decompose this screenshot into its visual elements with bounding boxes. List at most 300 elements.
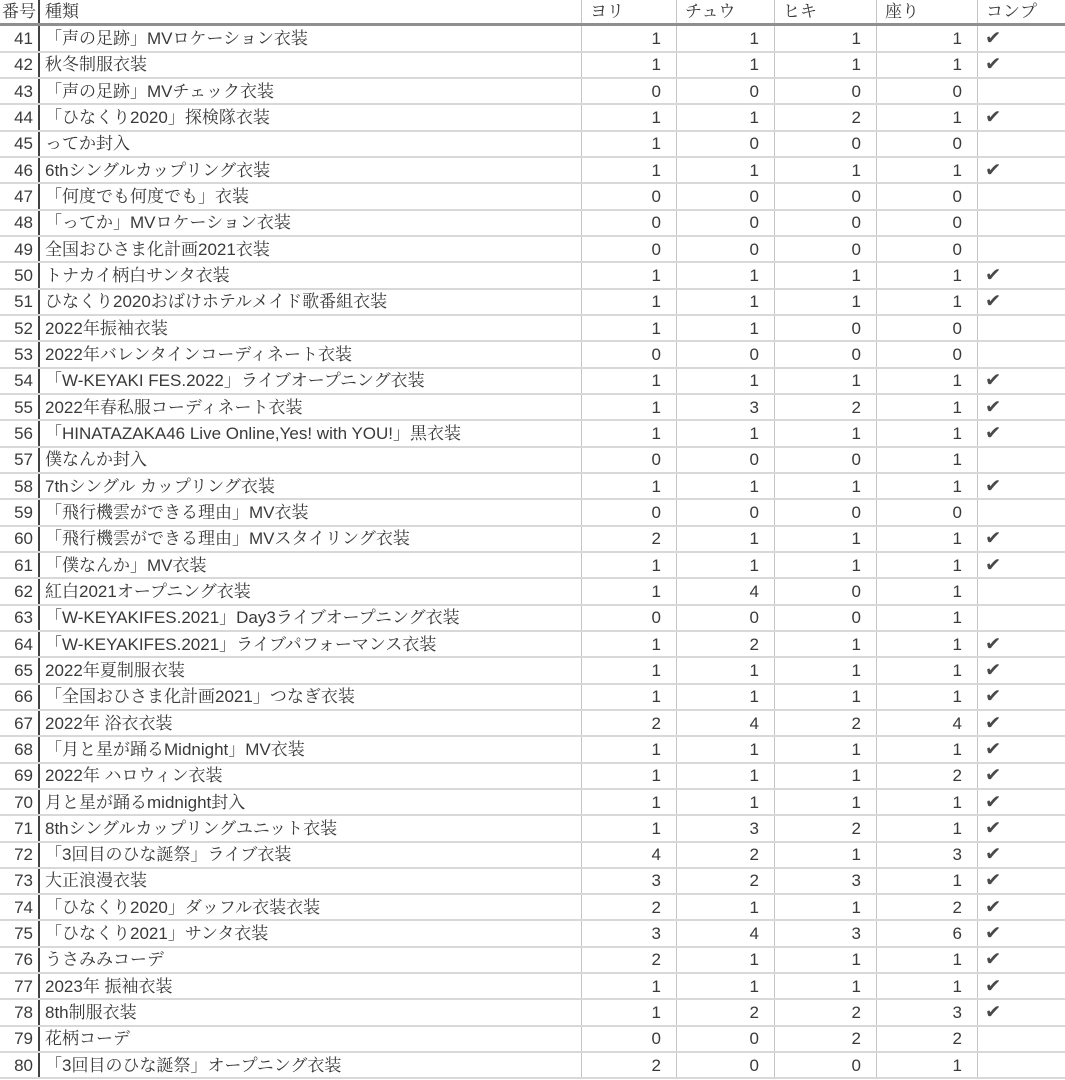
cell-chuu[interactable]: 1	[677, 895, 775, 919]
cell-hiki[interactable]: 2	[775, 105, 877, 129]
cell-hiki[interactable]: 1	[775, 632, 877, 656]
cell-hiki[interactable]: 1	[775, 553, 877, 577]
cell-name[interactable]: 2022年夏制服衣装	[40, 658, 582, 682]
cell-comp[interactable]	[978, 263, 1065, 287]
cell-chuu[interactable]: 3	[677, 816, 775, 840]
cell-chuu[interactable]: 1	[677, 553, 775, 577]
cell-chuu[interactable]: 1	[677, 263, 775, 287]
cell-chuu[interactable]: 1	[677, 290, 775, 314]
cell-suwari[interactable]: 1	[877, 158, 978, 182]
cell-comp[interactable]	[978, 237, 1065, 261]
cell-no[interactable]: 70	[0, 790, 40, 814]
cell-yori[interactable]: 3	[582, 921, 677, 945]
cell-no[interactable]: 64	[0, 632, 40, 656]
cell-yori[interactable]: 1	[582, 816, 677, 840]
cell-comp[interactable]	[978, 53, 1065, 77]
cell-hiki[interactable]: 3	[775, 921, 877, 945]
cell-name[interactable]: うさみみコーデ	[40, 948, 582, 972]
cell-no[interactable]: 57	[0, 448, 40, 472]
cell-yori[interactable]: 3	[582, 869, 677, 893]
cell-no[interactable]: 49	[0, 237, 40, 261]
cell-no[interactable]: 43	[0, 79, 40, 103]
cell-name[interactable]: 僕なんか封入	[40, 448, 582, 472]
cell-comp[interactable]	[978, 658, 1065, 682]
cell-no[interactable]: 52	[0, 316, 40, 340]
cell-suwari[interactable]: 0	[877, 237, 978, 261]
cell-comp[interactable]	[978, 632, 1065, 656]
cell-hiki[interactable]: 0	[775, 184, 877, 208]
cell-chuu[interactable]: 2	[677, 1000, 775, 1024]
cell-chuu[interactable]: 0	[677, 500, 775, 524]
cell-name[interactable]: ひなくり2020おばけホテルメイド歌番組衣装	[40, 290, 582, 314]
cell-comp[interactable]	[978, 895, 1065, 919]
cell-comp[interactable]	[978, 1053, 1065, 1077]
cell-yori[interactable]: 0	[582, 237, 677, 261]
cell-yori[interactable]: 2	[582, 711, 677, 735]
cell-chuu[interactable]: 1	[677, 53, 775, 77]
cell-chuu[interactable]: 1	[677, 685, 775, 709]
cell-hiki[interactable]: 1	[775, 764, 877, 788]
cell-yori[interactable]: 1	[582, 764, 677, 788]
cell-no[interactable]: 65	[0, 658, 40, 682]
cell-name[interactable]: 「W-KEYAKIFES.2021」ライブパフォーマンス衣装	[40, 632, 582, 656]
cell-yori[interactable]: 4	[582, 843, 677, 867]
cell-suwari[interactable]: 1	[877, 395, 978, 419]
cell-chuu[interactable]: 3	[677, 395, 775, 419]
cell-comp[interactable]	[978, 1027, 1065, 1051]
cell-name[interactable]: トナカイ柄白サンタ衣装	[40, 263, 582, 287]
cell-comp[interactable]	[978, 316, 1065, 340]
cell-hiki[interactable]: 1	[775, 26, 877, 50]
cell-comp[interactable]	[978, 158, 1065, 182]
cell-yori[interactable]: 0	[582, 184, 677, 208]
table-row	[0, 737, 1065, 763]
cell-name[interactable]: 「ひなくり2020」探検隊衣装	[40, 105, 582, 129]
cell-suwari[interactable]: 1	[877, 737, 978, 761]
cell-comp[interactable]	[978, 132, 1065, 156]
cell-no[interactable]: 46	[0, 158, 40, 182]
cell-no[interactable]: 68	[0, 737, 40, 761]
comp-check-icon: ✔	[984, 396, 1002, 418]
cell-hiki[interactable]: 0	[775, 211, 877, 235]
column-header-hiki[interactable]: ヒキ	[775, 0, 877, 23]
cell-hiki[interactable]: 2	[775, 711, 877, 735]
cell-chuu[interactable]: 1	[677, 474, 775, 498]
cell-yori[interactable]: 2	[582, 948, 677, 972]
cell-hiki[interactable]: 1	[775, 421, 877, 445]
cell-yori[interactable]: 1	[582, 263, 677, 287]
cell-comp[interactable]	[978, 211, 1065, 235]
cell-yori[interactable]: 1	[582, 421, 677, 445]
comp-check-icon: ✔	[984, 843, 1002, 866]
cell-no[interactable]: 61	[0, 553, 40, 577]
cell-yori[interactable]: 0	[582, 342, 677, 366]
cell-name[interactable]: 2023年 振袖衣装	[40, 974, 582, 998]
cell-hiki[interactable]: 0	[775, 500, 877, 524]
cell-comp[interactable]	[978, 184, 1065, 208]
cell-yori[interactable]: 0	[582, 606, 677, 630]
cell-comp[interactable]	[978, 26, 1065, 50]
cell-chuu[interactable]: 4	[677, 711, 775, 735]
cell-yori[interactable]: 1	[582, 290, 677, 314]
cell-name[interactable]: 2022年バレンタインコーディネート衣装	[40, 342, 582, 366]
cell-yori[interactable]: 0	[582, 211, 677, 235]
cell-hiki[interactable]: 0	[775, 237, 877, 261]
cell-chuu[interactable]: 2	[677, 632, 775, 656]
cell-chuu[interactable]: 0	[677, 211, 775, 235]
cell-hiki[interactable]: 1	[775, 895, 877, 919]
cell-name[interactable]: 「飛行機雲ができる理由」MV衣装	[40, 500, 582, 524]
cell-suwari[interactable]: 3	[877, 1000, 978, 1024]
cell-comp[interactable]	[978, 606, 1065, 630]
cell-suwari[interactable]: 2	[877, 764, 978, 788]
cell-comp[interactable]	[978, 737, 1065, 761]
cell-suwari[interactable]: 1	[877, 527, 978, 551]
cell-yori[interactable]: 1	[582, 553, 677, 577]
cell-hiki[interactable]: 1	[775, 737, 877, 761]
cell-suwari[interactable]: 1	[877, 369, 978, 393]
cell-yori[interactable]: 1	[582, 737, 677, 761]
cell-yori[interactable]: 1	[582, 474, 677, 498]
table-row	[0, 1027, 1065, 1053]
cell-yori[interactable]: 1	[582, 369, 677, 393]
cell-name[interactable]: 「3回目のひな誕祭」ライブ衣装	[40, 843, 582, 867]
cell-no[interactable]: 72	[0, 843, 40, 867]
cell-yori[interactable]: 1	[582, 790, 677, 814]
cell-no[interactable]: 42	[0, 53, 40, 77]
cell-suwari[interactable]: 0	[877, 132, 978, 156]
cell-yori[interactable]: 1	[582, 395, 677, 419]
column-header-number[interactable]: 番号	[0, 0, 40, 23]
cell-suwari[interactable]: 1	[877, 263, 978, 287]
cell-no[interactable]: 63	[0, 606, 40, 630]
cell-no[interactable]: 71	[0, 816, 40, 840]
cell-chuu[interactable]: 0	[677, 132, 775, 156]
cell-hiki[interactable]: 1	[775, 53, 877, 77]
cell-chuu[interactable]: 0	[677, 1027, 775, 1051]
cell-chuu[interactable]: 1	[677, 974, 775, 998]
cell-hiki[interactable]: 0	[775, 579, 877, 603]
cell-name[interactable]: 2022年 ハロウィン衣装	[40, 764, 582, 788]
cell-comp[interactable]	[978, 421, 1065, 445]
cell-suwari[interactable]: 2	[877, 1027, 978, 1051]
cell-chuu[interactable]: 1	[677, 369, 775, 393]
table-header-row	[0, 0, 1065, 26]
cell-chuu[interactable]: 4	[677, 921, 775, 945]
cell-suwari[interactable]: 4	[877, 711, 978, 735]
cell-comp[interactable]	[978, 474, 1065, 498]
cell-yori[interactable]: 1	[582, 685, 677, 709]
table-row	[0, 921, 1065, 947]
cell-no[interactable]: 47	[0, 184, 40, 208]
cell-comp[interactable]	[978, 764, 1065, 788]
cell-chuu[interactable]: 0	[677, 79, 775, 103]
cell-yori[interactable]: 0	[582, 1027, 677, 1051]
cell-hiki[interactable]: 1	[775, 527, 877, 551]
cell-no[interactable]: 62	[0, 579, 40, 603]
cell-yori[interactable]: 0	[582, 448, 677, 472]
cell-suwari[interactable]: 1	[877, 474, 978, 498]
cell-name[interactable]: 「W-KEYAKIFES.2021」Day3ライブオープニング衣装	[40, 606, 582, 630]
cell-comp[interactable]	[978, 921, 1065, 945]
cell-hiki[interactable]: 2	[775, 1027, 877, 1051]
cell-hiki[interactable]: 0	[775, 1053, 877, 1077]
cell-no[interactable]: 74	[0, 895, 40, 919]
cell-chuu[interactable]: 1	[677, 948, 775, 972]
cell-name[interactable]: 「飛行機雲ができる理由」MVスタイリング衣装	[40, 527, 582, 551]
cell-suwari[interactable]: 1	[877, 26, 978, 50]
cell-name[interactable]: 「ひなくり2021」サンタ衣装	[40, 921, 582, 945]
column-header-comp[interactable]: コンプ	[986, 2, 1037, 22]
cell-no[interactable]: 56	[0, 421, 40, 445]
cell-no[interactable]: 78	[0, 1000, 40, 1024]
cell-yori[interactable]: 1	[582, 632, 677, 656]
cell-comp[interactable]	[978, 711, 1065, 735]
cell-yori[interactable]: 2	[582, 527, 677, 551]
cell-suwari[interactable]: 1	[877, 448, 978, 472]
cell-yori[interactable]: 1	[582, 658, 677, 682]
cell-chuu[interactable]: 1	[677, 105, 775, 129]
cell-name[interactable]: 「ひなくり2020」ダッフル衣装衣装	[40, 895, 582, 919]
cell-yori[interactable]: 0	[582, 79, 677, 103]
cell-chuu[interactable]: 2	[677, 869, 775, 893]
cell-name[interactable]: 「何度でも何度でも」衣装	[40, 184, 582, 208]
cell-name[interactable]: 「僕なんか」MV衣装	[40, 553, 582, 577]
cell-yori[interactable]: 1	[582, 1000, 677, 1024]
cell-no[interactable]: 66	[0, 685, 40, 709]
cell-suwari[interactable]: 1	[877, 579, 978, 603]
cell-no[interactable]: 41	[0, 26, 40, 50]
cell-suwari[interactable]: 3	[877, 843, 978, 867]
cell-name[interactable]: 全国おひさま化計画2021衣装	[40, 237, 582, 261]
cell-suwari[interactable]: 1	[877, 606, 978, 630]
cell-chuu[interactable]: 4	[677, 579, 775, 603]
cell-suwari[interactable]: 6	[877, 921, 978, 945]
cell-suwari[interactable]: 0	[877, 316, 978, 340]
cell-chuu[interactable]: 1	[677, 790, 775, 814]
table-row	[0, 132, 1065, 158]
cell-suwari[interactable]: 2	[877, 895, 978, 919]
cell-yori[interactable]: 1	[582, 26, 677, 50]
cell-hiki[interactable]: 1	[775, 658, 877, 682]
cell-no[interactable]: 77	[0, 974, 40, 998]
cell-yori[interactable]: 1	[582, 316, 677, 340]
cell-hiki[interactable]: 1	[775, 369, 877, 393]
cell-suwari[interactable]: 1	[877, 948, 978, 972]
cell-name[interactable]: 2022年春私服コーディネート衣装	[40, 395, 582, 419]
cell-yori[interactable]: 1	[582, 132, 677, 156]
cell-name[interactable]: 秋冬制服衣装	[40, 53, 582, 77]
cell-chuu[interactable]: 0	[677, 342, 775, 366]
cell-no[interactable]: 73	[0, 869, 40, 893]
cell-chuu[interactable]: 1	[677, 737, 775, 761]
cell-comp[interactable]	[978, 500, 1065, 524]
cell-yori[interactable]: 0	[582, 500, 677, 524]
cell-comp[interactable]	[978, 685, 1065, 709]
cell-no[interactable]: 48	[0, 211, 40, 235]
cell-hiki[interactable]: 0	[775, 448, 877, 472]
cell-suwari[interactable]: 1	[877, 53, 978, 77]
cell-comp[interactable]	[978, 105, 1065, 129]
cell-suwari[interactable]: 1	[877, 290, 978, 314]
cell-no[interactable]: 58	[0, 474, 40, 498]
cell-comp[interactable]	[978, 1000, 1065, 1024]
comp-check-icon: ✔	[984, 685, 1002, 708]
cell-no[interactable]: 79	[0, 1027, 40, 1051]
comp-check-icon: ✔	[984, 554, 1002, 576]
cell-yori[interactable]: 1	[582, 53, 677, 77]
cell-no[interactable]: 60	[0, 527, 40, 551]
cell-chuu[interactable]: 0	[677, 606, 775, 630]
cell-suwari[interactable]: 0	[877, 79, 978, 103]
cell-chuu[interactable]: 1	[677, 658, 775, 682]
cell-suwari[interactable]: 1	[877, 685, 978, 709]
table-row	[0, 711, 1065, 737]
cell-suwari[interactable]: 1	[877, 869, 978, 893]
cell-name[interactable]: 月と星が踊るmidnight封入	[40, 790, 582, 814]
cell-suwari[interactable]: 1	[877, 632, 978, 656]
cell-name[interactable]: 「HINATAZAKA46 Live Online,Yes! with YOU!」黒衣装	[40, 421, 582, 445]
cell-suwari[interactable]: 1	[877, 105, 978, 129]
comp-check-icon: ✔	[984, 527, 1002, 550]
cell-hiki[interactable]: 2	[775, 1000, 877, 1024]
cell-suwari[interactable]: 1	[877, 974, 978, 998]
cell-comp[interactable]	[978, 527, 1065, 551]
column-header-suwari[interactable]: 座り	[877, 0, 978, 23]
cell-no[interactable]: 50	[0, 263, 40, 287]
cell-name[interactable]: 7thシングル カップリング衣装	[40, 474, 582, 498]
cell-suwari[interactable]: 0	[877, 342, 978, 366]
cell-name[interactable]: 2022年振袖衣装	[40, 316, 582, 340]
cell-chuu[interactable]: 0	[677, 1053, 775, 1077]
cell-chuu[interactable]: 0	[677, 237, 775, 261]
table-row	[0, 79, 1065, 105]
cell-chuu[interactable]: 1	[677, 316, 775, 340]
cell-hiki[interactable]: 0	[775, 342, 877, 366]
cell-comp[interactable]	[978, 395, 1065, 419]
cell-chuu[interactable]: 0	[677, 448, 775, 472]
cell-yori[interactable]: 2	[582, 895, 677, 919]
cell-name[interactable]: 8thシングルカップリングユニット衣装	[40, 816, 582, 840]
cell-hiki[interactable]: 1	[775, 263, 877, 287]
cell-comp[interactable]	[978, 974, 1065, 998]
cell-comp[interactable]	[978, 948, 1065, 972]
cell-yori[interactable]: 1	[582, 158, 677, 182]
cell-name[interactable]: 「全国おひさま化計画2021」つなぎ衣装	[40, 685, 582, 709]
cell-no[interactable]: 67	[0, 711, 40, 735]
cell-suwari[interactable]: 1	[877, 816, 978, 840]
cell-name[interactable]: 大正浪漫衣装	[40, 869, 582, 893]
cell-chuu[interactable]: 1	[677, 26, 775, 50]
cell-comp[interactable]	[978, 342, 1065, 366]
cell-hiki[interactable]: 1	[775, 974, 877, 998]
cell-comp[interactable]	[978, 843, 1065, 867]
cell-hiki[interactable]: 0	[775, 132, 877, 156]
cell-no[interactable]: 55	[0, 395, 40, 419]
cell-comp[interactable]	[978, 79, 1065, 103]
cell-suwari[interactable]: 1	[877, 1053, 978, 1077]
cell-chuu[interactable]: 1	[677, 421, 775, 445]
cell-name[interactable]: 花柄コーデ	[40, 1027, 582, 1051]
cell-comp[interactable]	[978, 869, 1065, 893]
cell-suwari[interactable]: 1	[877, 790, 978, 814]
cell-name[interactable]: 「月と星が踊るMidnight」MV衣装	[40, 737, 582, 761]
cell-no[interactable]: 76	[0, 948, 40, 972]
cell-name[interactable]: 2022年 浴衣衣装	[40, 711, 582, 735]
cell-name[interactable]: 「ってか」MVロケーション衣装	[40, 211, 582, 235]
cell-comp[interactable]	[978, 448, 1065, 472]
cell-no[interactable]: 80	[0, 1053, 40, 1077]
column-header-yori[interactable]: ヨリ	[582, 0, 677, 23]
cell-name[interactable]: 「W-KEYAKI FES.2022」ライブオープニング衣装	[40, 369, 582, 393]
cell-no[interactable]: 59	[0, 500, 40, 524]
cell-hiki[interactable]: 1	[775, 843, 877, 867]
cell-yori[interactable]: 1	[582, 105, 677, 129]
cell-hiki[interactable]: 1	[775, 948, 877, 972]
cell-hiki[interactable]: 2	[775, 816, 877, 840]
column-header-chuu[interactable]: チュウ	[677, 0, 775, 23]
cell-comp[interactable]	[978, 553, 1065, 577]
cell-no[interactable]: 53	[0, 342, 40, 366]
cell-hiki[interactable]: 0	[775, 606, 877, 630]
cell-suwari[interactable]: 0	[877, 184, 978, 208]
cell-hiki[interactable]: 3	[775, 869, 877, 893]
cell-chuu[interactable]: 1	[677, 158, 775, 182]
cell-name[interactable]: 6thシングルカップリング衣装	[40, 158, 582, 182]
cell-hiki[interactable]: 0	[775, 316, 877, 340]
cell-comp[interactable]	[978, 579, 1065, 603]
cell-chuu[interactable]: 1	[677, 527, 775, 551]
cell-yori[interactable]: 1	[582, 579, 677, 603]
cell-hiki[interactable]: 1	[775, 790, 877, 814]
cell-no[interactable]: 54	[0, 369, 40, 393]
cell-no[interactable]: 51	[0, 290, 40, 314]
table-row	[0, 184, 1065, 210]
cell-comp[interactable]	[978, 816, 1065, 840]
column-header-type[interactable]: 種類	[40, 0, 582, 23]
cell-name[interactable]: ってか封入	[40, 132, 582, 156]
cell-name[interactable]: 「3回目のひな誕祭」オープニング衣装	[40, 1053, 582, 1077]
cell-hiki[interactable]: 1	[775, 290, 877, 314]
cell-no[interactable]: 44	[0, 105, 40, 129]
cell-chuu[interactable]: 0	[677, 184, 775, 208]
cell-hiki[interactable]: 1	[775, 474, 877, 498]
cell-hiki[interactable]: 1	[775, 158, 877, 182]
cell-no[interactable]: 69	[0, 764, 40, 788]
cell-comp[interactable]	[978, 369, 1065, 393]
cell-suwari[interactable]: 1	[877, 421, 978, 445]
cell-yori[interactable]: 1	[582, 974, 677, 998]
cell-name[interactable]: 紅白2021オープニング衣装	[40, 579, 582, 603]
cell-suwari[interactable]: 0	[877, 500, 978, 524]
cell-suwari[interactable]: 1	[877, 553, 978, 577]
cell-no[interactable]: 45	[0, 132, 40, 156]
cell-no[interactable]: 75	[0, 921, 40, 945]
cell-suwari[interactable]: 0	[877, 211, 978, 235]
cell-yori[interactable]: 2	[582, 1053, 677, 1077]
cell-name[interactable]: 「声の足跡」MVチェック衣装	[40, 79, 582, 103]
cell-hiki[interactable]: 0	[775, 79, 877, 103]
cell-name[interactable]: 「声の足跡」MVロケーション衣装	[40, 26, 582, 50]
cell-chuu[interactable]: 1	[677, 764, 775, 788]
cell-comp[interactable]	[978, 790, 1065, 814]
cell-hiki[interactable]: 1	[775, 685, 877, 709]
cell-suwari[interactable]: 1	[877, 658, 978, 682]
cell-chuu[interactable]: 2	[677, 843, 775, 867]
cell-hiki[interactable]: 2	[775, 395, 877, 419]
cell-name[interactable]: 8th制服衣装	[40, 1000, 582, 1024]
cell-comp[interactable]	[978, 290, 1065, 314]
